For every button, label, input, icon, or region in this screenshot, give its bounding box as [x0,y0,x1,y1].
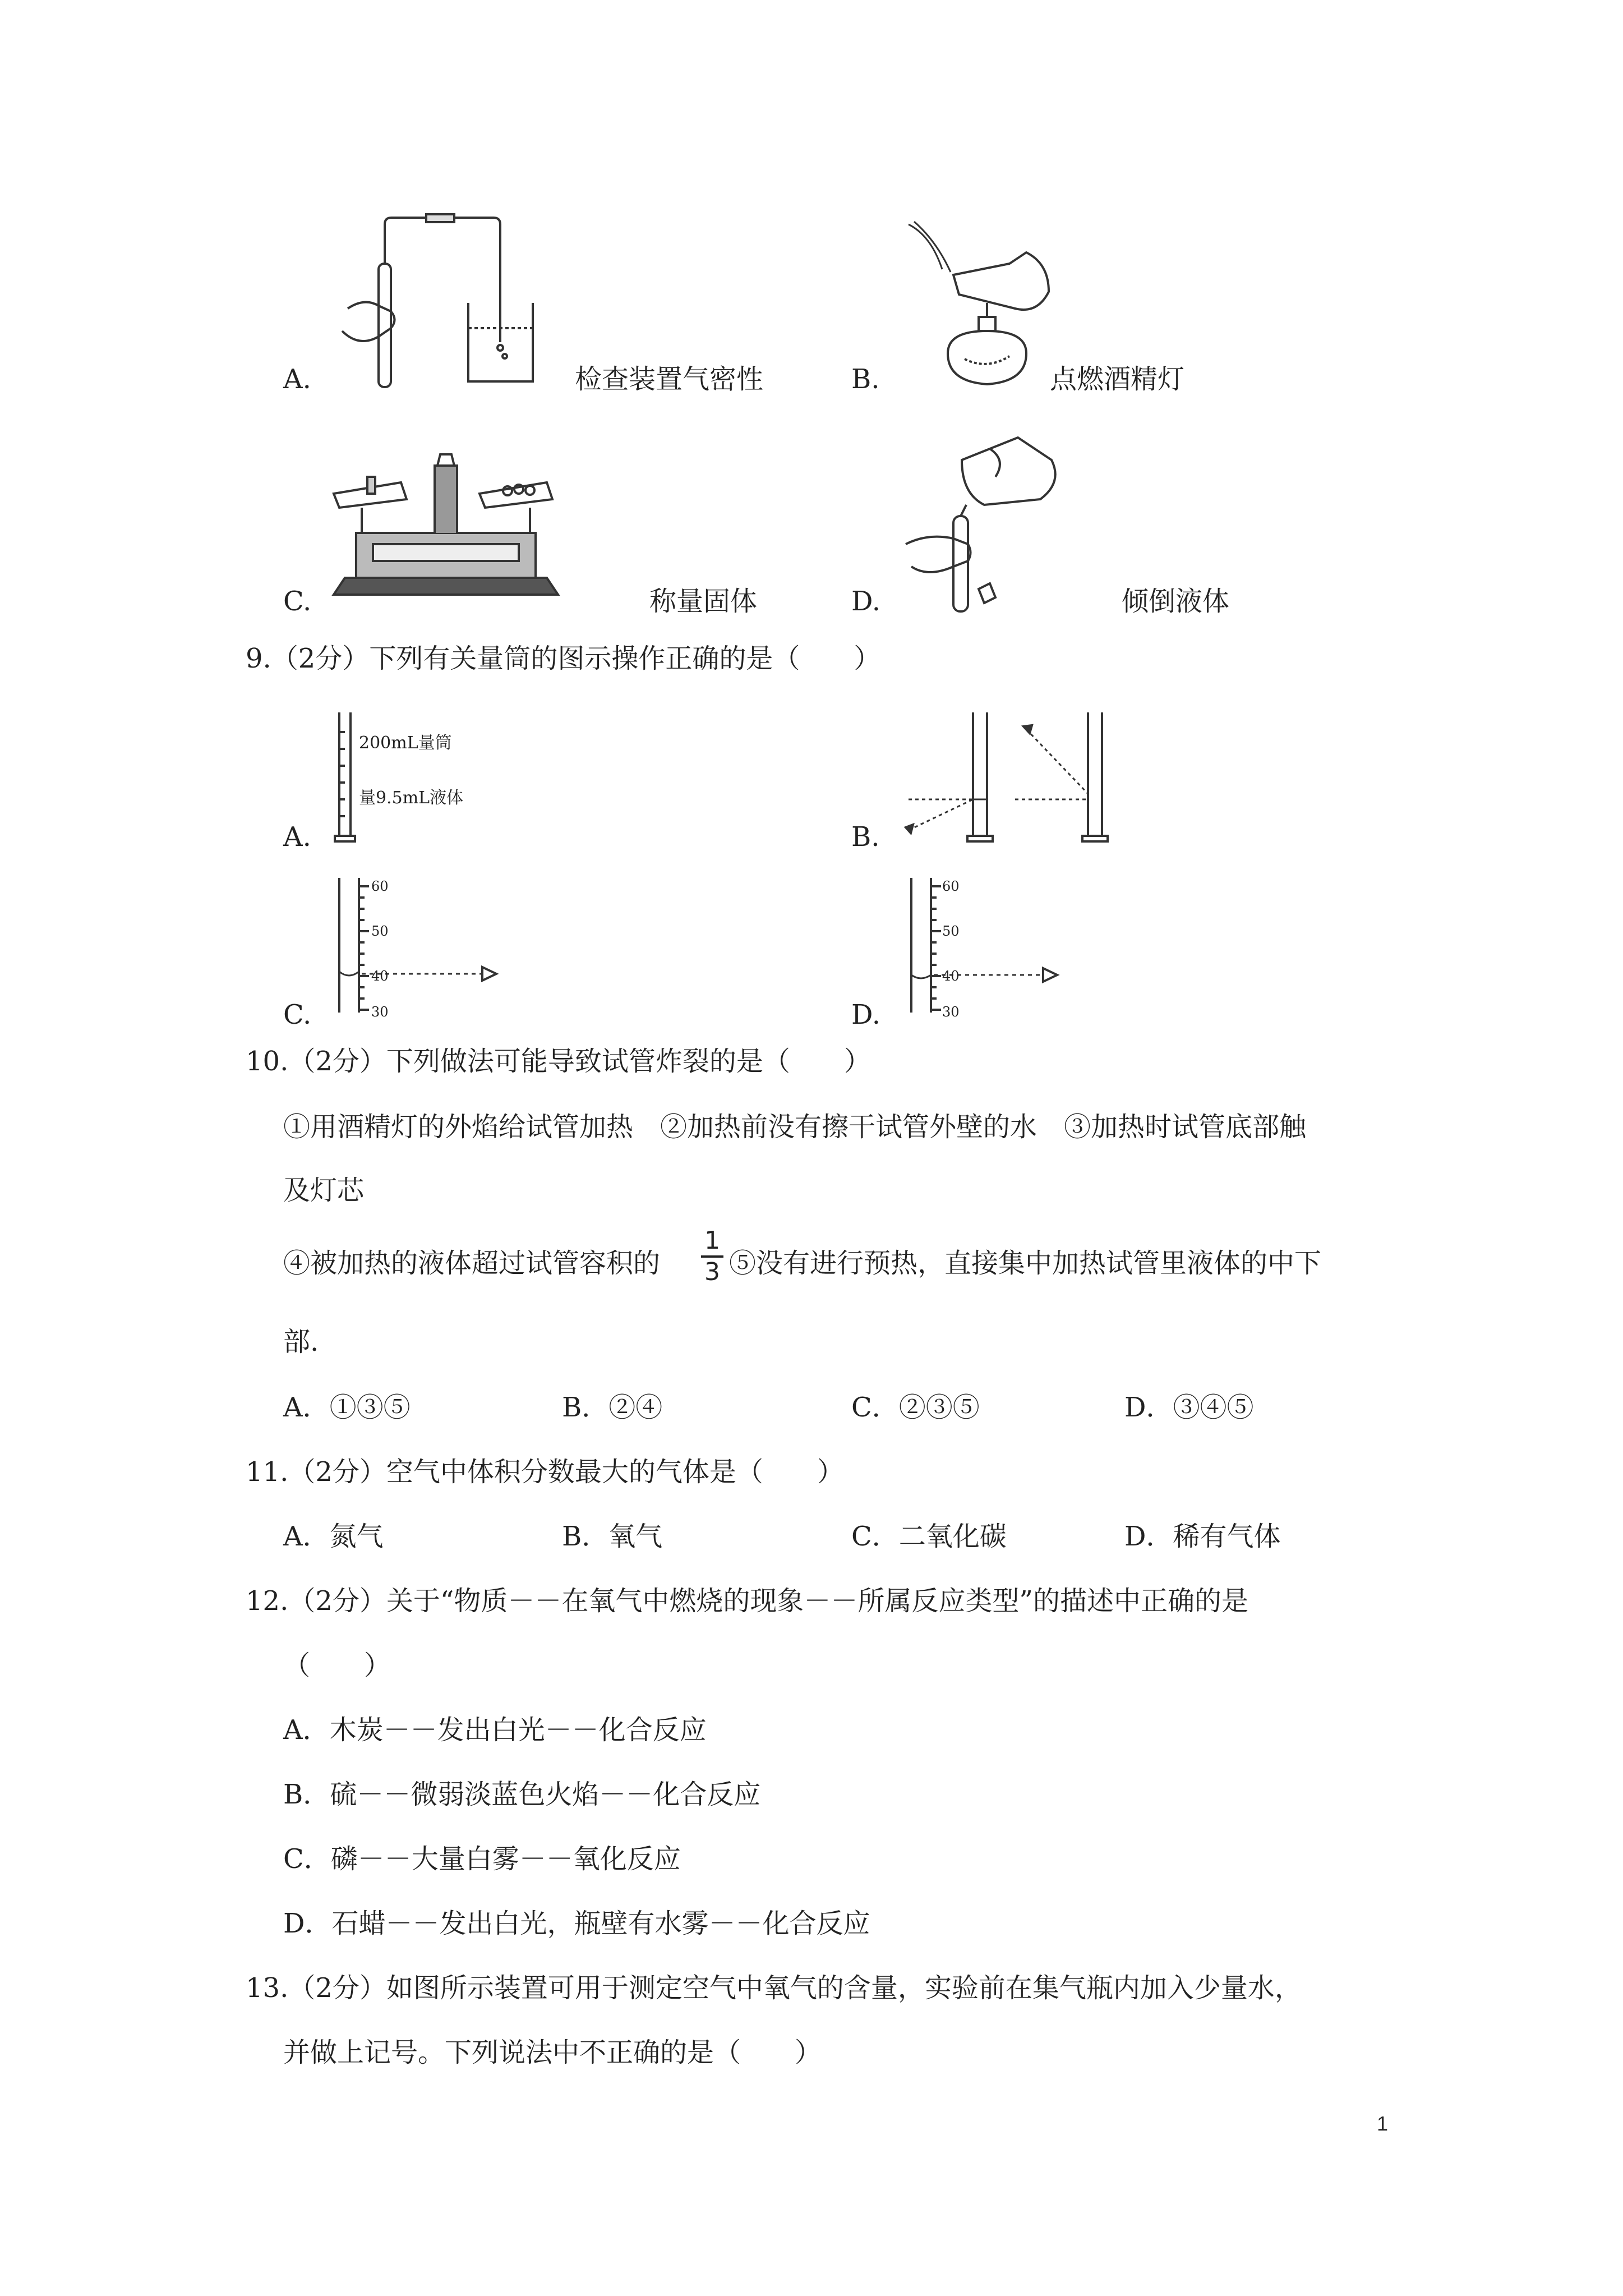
q10-option-a[interactable]: A．①③⑤ [283,1392,411,1423]
q9-b-letter: B. [851,821,880,853]
q9-stem: 9.（2分）下列有关量筒的图示操作正确的是（ ） [246,643,881,674]
q13-stem: 13.（2分）如图所示装置可用于测定空气中氧气的含量，实验前在集气瓶内加入少量水， [246,1972,1302,2004]
q12-stem: 12.（2分）关于“物质－－在氧气中燃烧的现象－－所属反应类型”的描述中正确的是 [246,1585,1248,1617]
q10-option-b[interactable]: B．②④ [562,1392,663,1423]
q9-a-letter: A. [283,821,311,853]
q11-option-c[interactable]: C．二氧化碳 [851,1521,1007,1552]
q10-fraction-numerator: 1 [704,1226,720,1255]
q8-a-letter: A. [283,364,311,395]
q8-a-figure [325,213,561,393]
q9-d-tick-40: 40 [942,968,960,984]
q8-d-caption: 倾倒液体 [1122,586,1230,617]
q9-c-tick-30: 30 [371,1004,389,1020]
q10-line3b: ⑤没有进行预热，直接集中加热试管里液体的中下 [729,1248,1322,1279]
q11-option-a[interactable]: A．氮气 [283,1521,384,1552]
page-number: 1 [1377,2112,1389,2135]
q8-c-letter: C. [283,586,312,617]
q9-a-label2: 量9.5mL液体 [359,788,464,808]
q12-option-c[interactable]: C．磷－－大量白雾－－氧化反应 [283,1843,681,1875]
q8-c-caption: 称量固体 [649,586,758,617]
q12-option-d[interactable]: D．石蜡－－发出白光，瓶壁有水雾－－化合反应 [283,1908,870,1939]
q12-option-b[interactable]: B．硫－－微弱淡蓝色火焰－－化合反应 [283,1779,761,1810]
q9-c-letter: C. [283,999,312,1030]
q9-d-tick-50: 50 [942,923,960,939]
q11-option-d[interactable]: D．稀有气体 [1124,1521,1281,1552]
q9-b-figure [897,710,1122,844]
q9-a-figure [334,710,356,844]
q9-a-label1: 200mL量筒 [359,733,452,753]
q8-a-caption: 检查装置气密性 [575,364,764,395]
q9-c-tick-60: 60 [371,878,389,894]
q10-line2: 及灯芯 [283,1175,365,1206]
q12-option-a[interactable]: A．木炭－－发出白光－－化合反应 [283,1714,707,1746]
q8-d-letter: D. [851,586,881,617]
q10-line4: 部. [283,1326,319,1358]
q13-stem-continued: 并做上记号。下列说法中不正确的是（ ） [283,2037,822,2068]
q10-fraction-denominator: 3 [704,1258,720,1286]
q10-option-c[interactable]: C．②③⑤ [851,1392,980,1423]
q9-d-tick-60: 60 [942,878,960,894]
q10-line3a: ④被加热的液体超过试管容积的 [283,1248,661,1279]
q9-c-tick-40: 40 [371,968,389,984]
q10-option-d[interactable]: D．③④⑤ [1124,1392,1254,1423]
q8-c-figure [322,443,569,611]
q8-d-figure [895,426,1074,617]
q10-fraction [701,1228,723,1285]
q11-stem: 11.（2分）空气中体积分数最大的气体是（ ） [246,1456,844,1488]
q9-c-figure [331,875,522,1015]
q8-b-caption: 点燃酒精灯 [1050,364,1185,395]
q9-d-tick-30: 30 [942,1004,960,1020]
q9-d-figure [903,875,1094,1015]
q9-c-tick-50: 50 [371,923,389,939]
q8-b-letter: B. [851,364,880,395]
q10-line1: ①用酒精灯的外焰给试管加热 ②加热前没有擦干试管外壁的水 ③加热时试管底部触 [283,1111,1307,1143]
q9-d-letter: D. [851,999,881,1030]
q11-option-b[interactable]: B．氧气 [562,1521,663,1552]
q10-stem: 10.（2分）下列做法可能导致试管炸裂的是（ ） [246,1046,871,1077]
q12-stem-continued: （ ） [283,1650,391,1681]
